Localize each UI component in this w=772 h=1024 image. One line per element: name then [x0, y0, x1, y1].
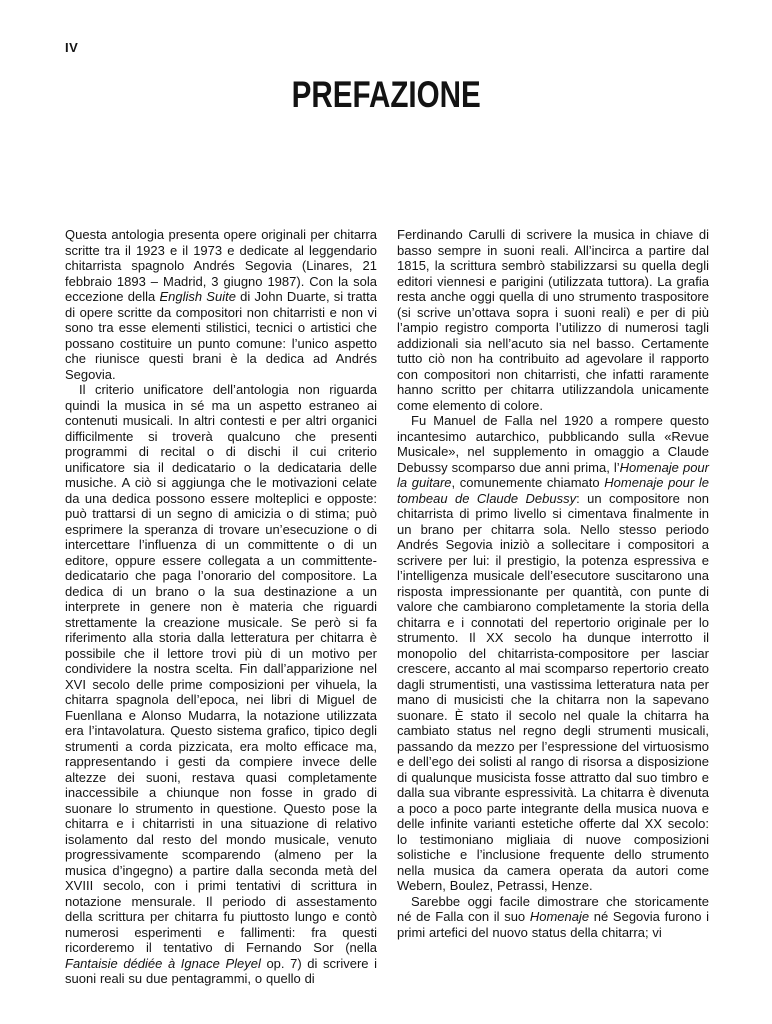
italic-text-run: Homenaje pour la guitare [397, 459, 709, 490]
text-run: Sarebbe oggi facile dimostrare che storicamente né de Falla con il suo [397, 893, 709, 924]
italic-text-run: Homenaje [529, 909, 590, 924]
right-column [397, 227, 709, 987]
text-run: Fu Manuel de Falla nel 1920 a rompere questo incantesimo autarchico, pubblicando sulla «Revue Musicale», nel supplemento in omaggio a Claude Debussy scomparso due anni prima, l’ [397, 413, 709, 475]
page-title: PREFAZIONE [291, 74, 481, 115]
paragraph [397, 894, 709, 941]
text-run: : un compositore non chitarrista di primo livello si cimentava finalmente in un brano per chitarra sola. Nello stesso periodo Andrés Segovia iniziò a sollecitare i compositori a scrivere per lui: il prestigio, la potenza espressiva e l’intelligenza musicale dell’esecutore suscitarono una risposta impressionante per quantità, con punte di valore che cambiarono completamente la storia della chitarra e i connotati del repertorio originale per lo strumento. Il XX secolo ha dunque interrotto il monopolio del chitarrista-compositore per lasciar crescere, accanto al mai scomparso repertorio creato dagli strumentisti, una vastissima letteratura nata per mano di musicisti che la chitarra non la sapevano suonare. È stato il secolo nel quale la chitarra ha cambiato status nel regno degli strumenti musicali, passando da mezzo per l’espressione del virtuosismo e dell’ego dei solisti al rango di risorsa a disposizione di qualunque musicista fosse attratto dal suo timbro e dalla sua vibrante espressività. La chitarra è divenuta a poco a poco parte integrante della musica nuova e delle infinite varianti estetiche offerte dal XX secolo: lo testimoniano migliaia di nuove composizioni solistiche e l’inclusione frequente dello strumento nella musica da camera operata da autori come Webern, Boulez, Petrassi, Henze. [397, 490, 709, 893]
paragraph [65, 382, 377, 987]
text-run: , comunemente chiamato [451, 475, 605, 490]
text-run: Questa antologia presenta opere originali per chitarra scritte tra il 1923 e il 1973 e dedicate al leggendario chitarrista spagnolo Andrés Segovia (Linares, 21 febbraio 1893 – Madrid, 3 giugno 1987). Con la sola eccezione della [65, 227, 377, 304]
italic-text-run: Homenaje pour le tombeau de Claude Debussy [397, 475, 709, 506]
paragraph [397, 227, 709, 413]
page-title-container [0, 74, 772, 116]
left-column [65, 227, 377, 987]
italic-text-run: Fantaisie dédiée à Ignace Pleyel [65, 955, 261, 971]
italic-text-run: English Suite [159, 289, 236, 304]
text-run: op. 7) di scrivere i suoni reali su due pentagrammi, o quello di [65, 955, 377, 986]
text-run: Il criterio unificatore dell’antologia non riguarda quindi la musica in sé ma un aspetto estraneo ai contenuti musicali. In altri contesti e per altri organici difficilmente si troverà qualcuno che presenti programmi di recital o di dischi il cui criterio unificatore sia il dedicatario o la dedicataria delle musiche. A ciò si aggiunga che le motivazioni celate da una dedica possono essere molteplici e opposte: può trattarsi di un segno di amicizia o di stima; può esprimere la speranza di trovare un’esecuzione o di intercettare l’influenza di un committente o di un editore, oppure essere collegata a un committente-dedicatario che paga l’onorario del compositore. La dedica di un brano o la sua destinazione a un interprete in genere non è materia che riguardi strettamente la creazione musicale. Se però si fa riferimento alla storia dalla letteratura per chitarra è possibile che il lettore trovi più di un motivo per condividere la nostra scelta. Fin dall’apparizione nel XVI secolo delle prime composizioni per vihuela, la chitarra spagnola dell’epoca, nei libri di Miguel de Fuenllana e Alonso Mudarra, la notazione utilizzata era l’intavolatura. Questo sistema grafico, tipico degli strumenti a corda pizzicata, era molto efficace ma, rappresentando i gesti da compiere invece delle altezze dei suoni, restava quasi completamente inaccessibile a chiunque non fosse in grado di suonare lo strumento in questione. Questo pose la chitarra e i chitarristi in una situazione di relativo isolamento dal resto del mondo musicale, venuto progressivamente scomparendo (almeno per la musica d’ingegno) a partire dalla seconda metà del XVIII secolo, con i primi tentativi di scrittura in notazione mensurale. Il periodo di assestamento della scrittura per chitarra fu piuttosto lungo e contò numerosi esperimenti e fallimenti: fra questi ricorderemo il tentativo di Fernando Sor (nella [65, 382, 377, 955]
two-column-text-block [65, 227, 709, 987]
text-run: Ferdinando Carulli di scrivere la musica in chiave di basso sempre in suoni reali. All’incirca a partire dal 1815, la scrittura sembrò stabilizzarsi su quella degli editori viennesi e parigini (utilizzata tuttora). La grafia resta anche oggi quella di uno strumento traspositore (si scrive un’ottava sopra i suoni reali) e per di più l’ampio registro comporta l’utilizzo di numerosi tagli addizionali sia nell’acuto sia nel basso. Certamente tutto ciò non ha contribuito ad agevolare il rapporto con compositori non chitarristi, che infatti raramente hanno scritto per chitarra utilizzandola unicamente come elemento di colore. [397, 227, 709, 413]
page-number: IV [65, 40, 79, 55]
paragraph [65, 227, 377, 382]
paragraph [397, 413, 709, 894]
text-run: né Segovia furono i primi artefici del nuovo status della chitarra; vi [397, 909, 709, 940]
text-run: di John Duarte, si tratta di opere scritte da compositori non chitarristi e non vi sono tra esse elementi stilistici, tecnici o artistici che possano costituire un punto comune: l’unico aspetto che riunisce questi brani è la dedica ad Andrés Segovia. [65, 289, 378, 382]
